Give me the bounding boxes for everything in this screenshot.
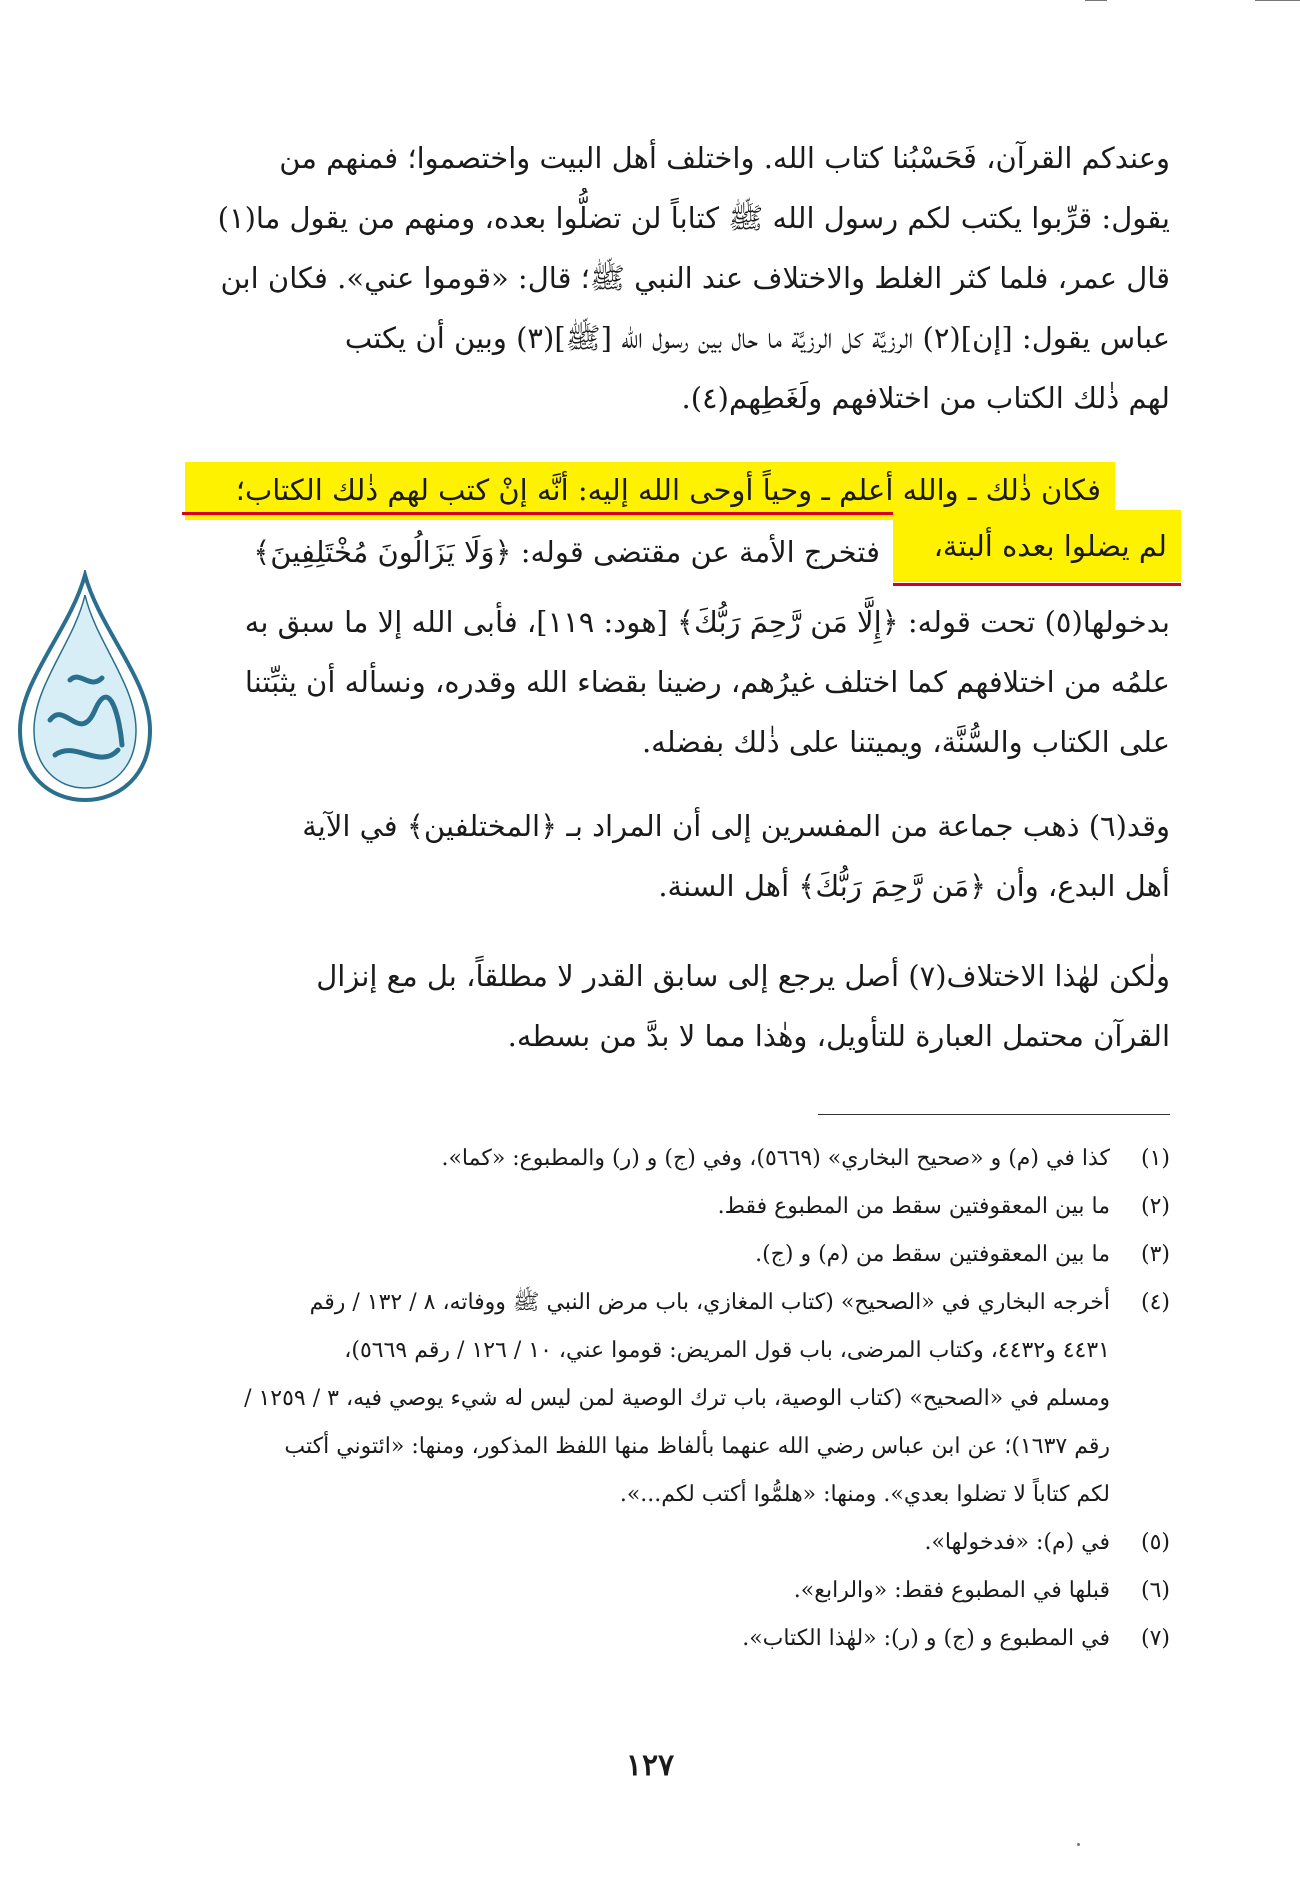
footnote — [180, 1567, 1170, 1615]
paragraph-3 — [190, 796, 1170, 916]
text-line: يقول: قرِّبوا يكتب لكم رسول الله ﷺ كتاباً لن تضلُّوا بعده، ومنهم من يقول ما(١) — [217, 201, 1170, 235]
footnote-number: (٥) — [1140, 1530, 1170, 1555]
footnote-line: ومسلم في «الصحيح» (كتاب الوصية، باب ترك الوصية لمن ليس له شيء يوصي فيه، ٣ / ١٢٥٩ / — [244, 1386, 1110, 1411]
footnote-number: (٣) — [1140, 1242, 1170, 1267]
footnote-text: قبلها في المطبوع فقط: «والرابع». — [793, 1578, 1110, 1603]
footnote-number: (٦) — [1140, 1578, 1170, 1603]
text-line: وقد(٦) ذهب جماعة من المفسرين إلى أن المراد بـ ﴿المختلفين﴾ في الآية — [302, 809, 1170, 843]
footnote — [180, 1519, 1170, 1567]
text-line: عباس يقول: [إن](٢) الرزيَّة كل الرزيَّة ما حال بين رسول الله [ﷺ](٣) وبين أن يكتب — [344, 321, 1170, 355]
highlighted-text-2: لم يضلوا بعده ألبتة، — [893, 510, 1181, 582]
footnote-line: رقم ١٦٣٧)؛ عن ابن عباس رضي الله عنهما بألفاظ منها اللفظ المذكور، ومنها: «ائتوني أكتب — [284, 1434, 1110, 1459]
footnote-text — [180, 1279, 1110, 1519]
footnote-line: ٤٤٣١ و٤٤٣٢، وكتاب المرضى، باب قول المريض: قوموا عني، ١٠ / ١٢٦ / رقم ٥٦٦٩)، — [344, 1338, 1110, 1363]
footnote-number: (٢) — [1140, 1194, 1170, 1219]
top-edge-mark — [1255, 0, 1300, 1]
bottom-edge-mark — [1077, 1843, 1080, 1846]
footnote-number: (٤) — [1140, 1290, 1170, 1315]
logo-drop-inner — [34, 595, 136, 788]
footnote — [180, 1231, 1170, 1279]
footnote — [180, 1183, 1170, 1231]
footnote-number: (٧) — [1140, 1626, 1170, 1651]
footnote — [180, 1279, 1170, 1519]
footnote — [180, 1135, 1170, 1183]
text-line: وعندكم القرآن، فَحَسْبُنا كتاب الله. واختلف أهل البيت واختصموا؛ فمنهم من — [279, 141, 1170, 175]
text-line: ولٰكن لهٰذا الاختلاف(٧) أصل يرجع إلى سابق القدر لا مطلقاً، بل مع إنزال — [316, 959, 1170, 993]
footnote-text: ما بين المعقوفتين سقط من (م) و (ج). — [755, 1242, 1110, 1267]
paragraph-2 — [190, 592, 1170, 772]
watermark-logo — [10, 570, 160, 805]
red-underline — [893, 583, 1181, 586]
text-line: أهل البدع، وأن ﴿مَن رَّحِمَ رَبُّكَ﴾ أهل السنة. — [658, 869, 1170, 903]
text-line: بدخولها(٥) تحت قوله: ﴿إِلَّا مَن رَّحِمَ رَبُّكَ﴾ [هود: ١١٩]، فأبى الله إلا ما سبق به — [244, 605, 1170, 639]
text-line: لهم ذٰلك الكتاب من اختلافهم ولَغَطِهم(٤). — [681, 381, 1170, 415]
top-edge-mark — [1085, 0, 1107, 1]
paragraph-4 — [190, 946, 1170, 1066]
footnote-text: كذا في (م) و «صحيح البخاري» (٥٦٦٩)، وفي (ج) و (ر) والمطبوع: «كما». — [441, 1146, 1110, 1171]
text-line: قال عمر، فلما كثر الغلط والاختلاف عند النبي ﷺ؛ قال: «قوموا عني». فكان ابن — [220, 261, 1170, 295]
footnotes — [180, 1135, 1170, 1663]
text-line: القرآن محتمل العبارة للتأويل، وهٰذا مما لا بدَّ من بسطه. — [507, 1019, 1170, 1053]
text-line: على الكتاب والسُّنَّة، ويميتنا على ذٰلك بفضله. — [641, 725, 1170, 759]
footnote-text: ما بين المعقوفتين سقط من المطبوع فقط. — [717, 1194, 1110, 1219]
page-number: ١٢٧ — [625, 1748, 675, 1783]
footnote-number: (١) — [1140, 1146, 1170, 1171]
highlighted-text-1: فكان ذٰلك ـ والله أعلم ـ وحياً أوحى الله إليه: أنَّه إنْ كتب لهم ذٰلك الكتاب؛ — [185, 462, 1115, 520]
text-line: علمُه من اختلافهم كما اختلف غيرُهم، رضينا بقضاء الله وقدره، ونسأله أن يثبِّتنا — [244, 665, 1170, 699]
paragraph-1 — [190, 128, 1170, 428]
footnote — [180, 1615, 1170, 1663]
footnote-text: في المطبوع و (ج) و (ر): «لهٰذا الكتاب». — [742, 1626, 1110, 1651]
footnote-line: لكم كتاباً لا تضلوا بعدي». ومنها: «هلمُّوا أكتب لكم...». — [619, 1482, 1110, 1507]
text-line: فتخرج الأمة عن مقتضى قوله: ﴿وَلَا يَزَالُونَ مُخْتَلِفِينَ﴾ — [253, 535, 880, 569]
footnote-line: أخرجه البخاري في «الصحيح» (كتاب المغازي، باب مرض النبي ﷺ ووفاته، ٨ / ١٣٢ / رقم — [309, 1290, 1110, 1315]
footnote-text: في (م): «فدخولها». — [924, 1530, 1110, 1555]
footnote-divider — [818, 1114, 1170, 1115]
